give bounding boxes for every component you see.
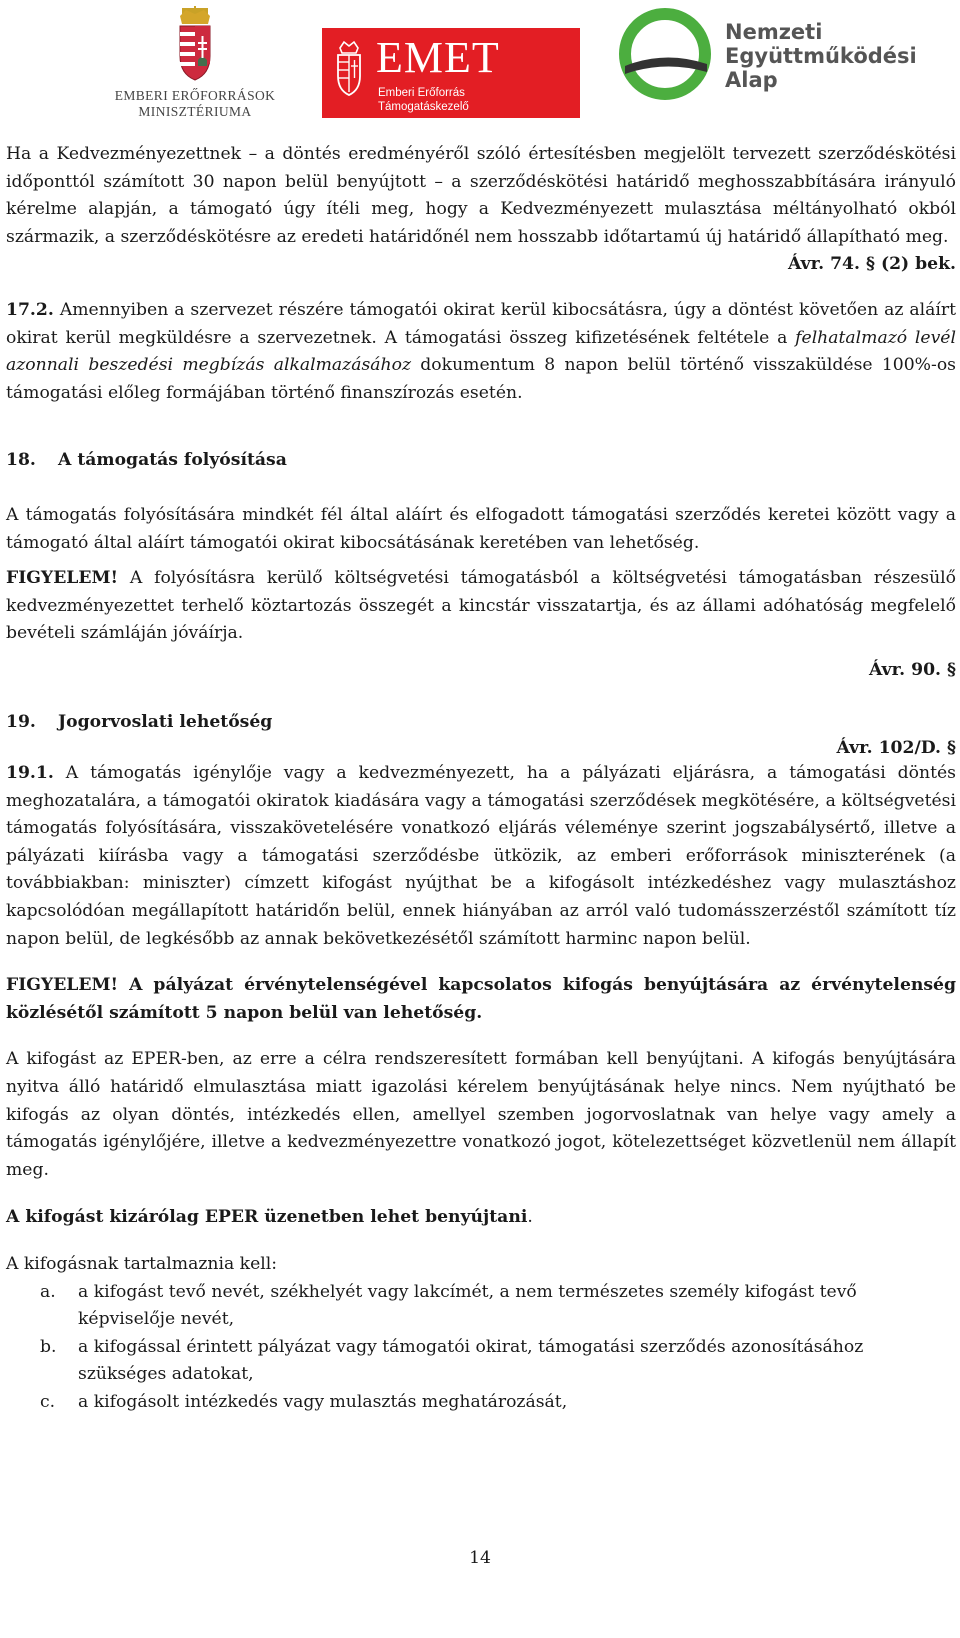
emet-sub-line2: Támogatáskezelő bbox=[378, 101, 469, 113]
list-item-marker: a. bbox=[40, 1281, 56, 1302]
page-number: 14 bbox=[469, 1548, 491, 1568]
list-item-marker: c. bbox=[40, 1391, 56, 1412]
heading-18-number: 18. bbox=[6, 450, 36, 471]
emmi-name-line1: EMBERI ERŐFORRÁSOK bbox=[114, 88, 276, 103]
eper-only-bold: A kifogást kizárólag EPER üzenetben lehet benyújtani bbox=[6, 1207, 528, 1228]
nea-logo bbox=[617, 6, 937, 106]
paragraph-disbursement: A támogatás folyósítására mindkét fél által aláírt és elfogadott támogatási szerződés keretei között vagy a támogató által aláírt támogatói okirat kibocsátásának keretében van lehetőség. bbox=[6, 504, 956, 553]
legal-reference-avr-90: Ávr. 90. § bbox=[869, 659, 956, 680]
emet-logo bbox=[322, 28, 580, 118]
heading-19-number: 19. bbox=[6, 711, 36, 732]
emet-sub-line1: Emberi Erőforrás bbox=[378, 87, 465, 99]
nea-line2: Együttműködési bbox=[725, 44, 917, 68]
hungarian-coat-of-arms-icon bbox=[172, 6, 218, 86]
list-item-text: a kifogást tevő nevét, székhelyét vagy lakcímét, a nem természetes személy kifogást tevő képviselője nevét, bbox=[78, 1281, 857, 1330]
heading-18 bbox=[6, 447, 956, 475]
list-item bbox=[6, 1279, 956, 1334]
warning-label: FIGYELEM! bbox=[6, 568, 119, 589]
legal-reference-avr-74: Ávr. 74. § (2) bek. bbox=[788, 254, 956, 275]
emet-logo-subtitle bbox=[378, 86, 469, 114]
required-contents-list bbox=[6, 1279, 956, 1417]
section-19-1 bbox=[6, 760, 956, 953]
emmi-name-line2: MINISZTÉRIUMA bbox=[138, 104, 252, 119]
section-17-2 bbox=[6, 297, 956, 407]
heading-18-title: A támogatás folyósítása bbox=[58, 450, 287, 471]
section-19-1-text: A támogatás igénylője vagy a kedvezményezett, ha a pályázati eljárásra, a támogatási döntés meghozatalára, a támogatói okiratok kiadására vagy a támogatási szerződések megkötésére, a költségvetési támogatás folyósítására, visszakövetelésére vonatkozó eljárás véleménye szerint jogszabálysértő, illetve a pályázati kiírásba vagy a támogatási szerződésbe ütközik, az emberi erőforrások miniszterének (a továbbiakban: miniszter) címzett kifogást nyújthat be a kifogásolt intézkedéshez vagy mulasztáshoz kapcsolódóan megállapított határidőn belül, ennek hiányában az arról való tudomásszerzéstől számított tíz napon belül, de legkésőbb az annak bekövetkezésétől számított harminc napon belül. bbox=[6, 763, 956, 949]
section-17-2-text-a: Amennyiben a szervezet részére támogatói okirat kerül kibocsátásra, úgy a döntést követően az aláírt okirat kerül megküldésre a szervezetnek. A támogatási összeg kifizetésének feltétele a bbox=[6, 299, 956, 348]
paragraph-warning-invalidity: FIGYELEM! A pályázat érvénytelenségével kapcsolatos kifogás benyújtására az érvénytelenség közlésétől számított 5 napon belül van lehetőség. bbox=[6, 975, 956, 1023]
nea-ring-icon bbox=[617, 6, 713, 102]
warning-debt-text: A folyósításra kerülő költségvetési támogatásból a költségvetési támogatásban részesülő kedvezményezettet terhelő köztartozás összegét a kincstár visszatartja, és az állami adóhatóság megfelelő bevételi számláján jóváírja. bbox=[6, 568, 956, 644]
section-19-1-number: 19.1. bbox=[6, 763, 54, 784]
nea-logo-text bbox=[725, 20, 917, 92]
list-item bbox=[6, 1389, 956, 1417]
legal-reference-avr-102d: Ávr. 102/D. § bbox=[836, 738, 956, 759]
list-item-text: a kifogásolt intézkedés vagy mulasztás meghatározását, bbox=[78, 1391, 568, 1412]
eper-only-tail: . bbox=[527, 1207, 533, 1228]
section-17-2-text-italic: felhatalmazó levél azonnali beszedési megbízás alkalmazásához bbox=[6, 327, 956, 376]
document-body bbox=[6, 141, 956, 1417]
section-17-2-text-b: dokumentum 8 napon belül történő visszaküldése 100%-os támogatási előleg formájában történő finanszírozás esetén. bbox=[6, 355, 956, 403]
list-item-marker: b. bbox=[40, 1336, 57, 1357]
nea-line3: Alap bbox=[725, 68, 778, 92]
heading-19-title: Jogorvoslati lehetőség bbox=[58, 711, 273, 732]
section-17-2-number: 17.2. bbox=[6, 299, 54, 320]
list-item bbox=[6, 1334, 956, 1389]
nea-line1: Nemzeti bbox=[725, 20, 823, 44]
page-header bbox=[0, 0, 960, 130]
paragraph-eper-only bbox=[6, 1204, 956, 1232]
paragraph-eper-submission: A kifogást az EPER-ben, az erre a célra rendszeresített formában kell benyújtani. A kifogás benyújtására nyitva álló határidő elmulasztása miatt igazolási kérelem benyújtásának helye nincs. Nem nyújtható be kifogás az olyan döntés, intézkedés ellen, amellyel szemben jogorvoslatnak van helye vagy amely a támogatás igénylőjére, illetve a kedvezményezettre vonatkozó jogot, kötelezettséget közvetlenül nem állapít meg. bbox=[6, 1049, 956, 1180]
list-item-text: a kifogással érintett pályázat vagy támogatói okirat, támogatási szerződés azonosításához szükséges adatokat, bbox=[78, 1336, 864, 1385]
emet-logo-title: EMET bbox=[376, 33, 500, 82]
paragraph-warning-debt bbox=[6, 565, 956, 648]
paragraph-deadline-extension: Ha a Kedvezményezettnek – a döntés eredményéről szóló értesítésben megjelölt tervezett szerződéskötési időponttól számított 30 napon belül benyújtott – a szerződéskötési határidő meghosszabbítására irányuló kérelme alapján, a támogató úgy ítéli meg, hogy a Kedvezményezett mulasztása méltányolható okból származik, a szerződéskötésre az eredeti határidőnél nem hosszabb időtartamú új határidő állapítható meg. bbox=[6, 144, 956, 247]
heading-19 bbox=[6, 709, 956, 737]
emmi-logo-text bbox=[110, 88, 280, 120]
emmi-logo bbox=[110, 6, 280, 122]
coat-of-arms-outline-icon bbox=[334, 40, 364, 98]
list-intro: A kifogásnak tartalmaznia kell: bbox=[6, 1254, 278, 1274]
